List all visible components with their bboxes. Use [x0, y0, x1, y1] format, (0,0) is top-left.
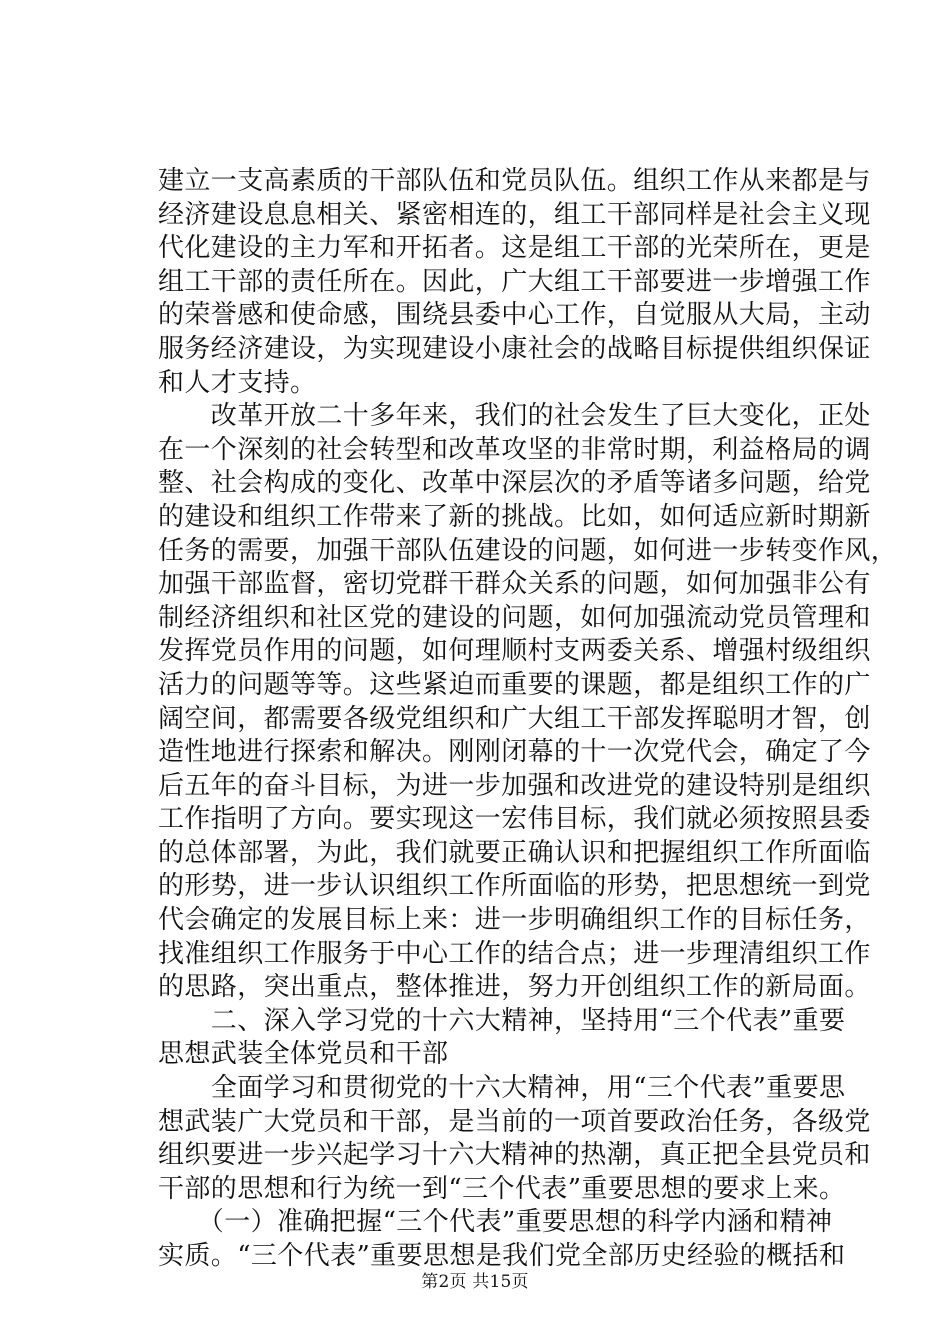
section-heading-line: 二、深入学习党的十六大精神，坚持用“三个代表”重要 — [158, 1005, 846, 1036]
text-line: 加强干部监督，密切党群干群众关系的问题，如何加强非公有 — [158, 569, 871, 600]
text-line: 发挥党员作用的问题，如何理顺村支两委关系、增强村级组织 — [158, 636, 871, 667]
page-number-footer: 第2页 共15页 — [421, 1272, 529, 1292]
text-line: 干部的思想和行为统一到“三个代表”重要思想的要求上来。 — [158, 1173, 846, 1204]
text-line: 任务的需要，加强干部队伍建设的问题，如何进一步转变作风， — [158, 535, 898, 566]
text-line: 改革开放二十多年来，我们的社会发生了巨大变化，正处 — [158, 401, 871, 432]
text-line: 后五年的奋斗目标，为进一步加强和改进党的建设特别是组织 — [158, 770, 871, 801]
text-line: 整、社会构成的变化、改革中深层次的矛盾等诸多问题，给党 — [158, 468, 871, 499]
text-line: 造性地进行探索和解决。刚刚闭幕的十一次党代会，确定了今 — [158, 737, 871, 768]
text-line: 的形势，进一步认识组织工作所面临的形势，把思想统一到党 — [158, 871, 871, 902]
text-line: 建立一支高素质的干部队伍和党员队伍。组织工作从来都是与 — [158, 166, 871, 196]
text-line: 工作指明了方向。要实现这一宏伟目标，我们就必须按照县委 — [158, 804, 871, 835]
text-line: 的思路，突出重点，整体推进，努力开创组织工作的新局面。 — [158, 972, 871, 1003]
text-line: 和人才支持。 — [158, 367, 317, 398]
text-line: 活力的问题等等。这些紧迫而重要的课题，都是组织工作的广 — [158, 669, 871, 700]
text-line: 组工干部的责任所在。因此，广大组工干部要进一步增强工作 — [158, 266, 871, 297]
text-line: 实质。“三个代表”重要思想是我们党全部历史经验的概括和 — [158, 1241, 846, 1271]
text-line: 组织要进一步兴起学习十六大精神的热潮，真正把全县党员和 — [158, 1140, 871, 1171]
text-line: 阔空间，都需要各级党组织和广大组工干部发挥聪明才智，创 — [158, 703, 871, 734]
text-line: 代化建设的主力军和开拓者。这是组工干部的光荣所在，更是 — [158, 233, 871, 264]
text-line: 的总体部署，为此，我们就要正确认识和把握组织工作所面临 — [158, 837, 871, 868]
text-line: 的荣誉感和使命感，围绕县委中心工作，自觉服从大局，主动 — [158, 300, 871, 331]
text-line: 找准组织工作服务于中心工作的结合点；进一步理清组织工作 — [158, 938, 871, 969]
text-line: 服务经济建设，为实现建设小康社会的战略目标提供组织保证 — [158, 333, 871, 364]
text-line: 全面学习和贯彻党的十六大精神，用“三个代表”重要思 — [158, 1073, 846, 1104]
text-line: 制经济组织和社区党的建设的问题，如何加强流动党员管理和 — [158, 602, 871, 633]
section-heading-line: 思想武装全体党员和干部 — [158, 1039, 449, 1070]
text-line: 想武装广大党员和干部，是当前的一项首要政治任务，各级党 — [158, 1106, 871, 1137]
text-line: 在一个深刻的社会转型和改革攻坚的非常时期，利益格局的调 — [158, 434, 871, 465]
body-text — [158, 165, 898, 1274]
text-line: 代会确定的发展目标上来：进一步明确组织工作的目标任务， — [158, 905, 871, 936]
text-line: 的建设和组织工作带来了新的挑战。比如，如何适应新时期新 — [158, 501, 871, 532]
text-line: （一）准确把握“三个代表”重要思想的科学内涵和精神 — [158, 1207, 833, 1238]
text-line: 经济建设息息相关、紧密相连的，组工干部同样是社会主义现 — [158, 199, 871, 230]
